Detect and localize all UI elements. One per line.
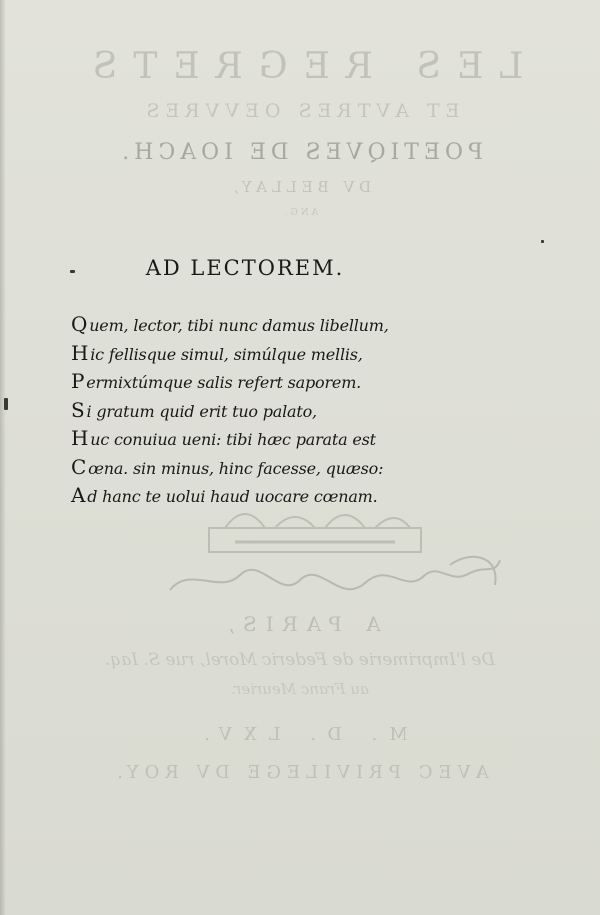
poem-line (71, 481, 491, 510)
show-through-year: M. D. LXV. (192, 724, 408, 745)
initial-capital: S (71, 397, 85, 422)
poem-line (71, 339, 491, 368)
show-through-title: LES REGRETS (76, 46, 524, 87)
show-through-printer: De l'Imprimerie de Federic Morel, rue S. Iaq. (105, 650, 495, 670)
line-text: uc conuiua ueni: tibi hæc parata est (90, 430, 376, 449)
line-text: œna. sin minus, hinc facesse, quæso: (88, 458, 384, 478)
show-through-privilege: AVEC PRIVILEGE DV ROY. (111, 762, 489, 783)
poem-line (71, 310, 491, 339)
margin-mark (4, 398, 8, 410)
poem-line (71, 367, 491, 396)
line-text: ermixtúmque salis refert saporem. (86, 373, 362, 392)
poem-line (71, 453, 491, 482)
line-text: uem, lector, tibi nunc damus libellum, (89, 316, 389, 335)
initial-capital: A (71, 483, 86, 507)
show-through-author-line: POETIQVES DE IOACH. (117, 140, 483, 165)
initial-capital: P (71, 369, 85, 393)
line-text: ic fellisque simul, simúlque mellis, (90, 344, 363, 364)
show-through-origin: ANG. (281, 208, 319, 218)
show-through-address: au Franc Meurier. (231, 680, 369, 698)
initial-capital: H (71, 426, 89, 450)
handwritten-signature (150, 545, 510, 615)
show-through-city: A PARIS, (219, 612, 381, 636)
show-through-author-name: DV BELLAY, (228, 178, 372, 196)
poem (71, 310, 491, 510)
poem-heading: AD LECTOREM. (145, 256, 345, 280)
initial-capital: C (71, 454, 87, 479)
poem-line (71, 424, 491, 453)
line-text: i gratum quid erit tuo palato, (86, 401, 317, 421)
poem-line (71, 396, 491, 425)
line-text: d hanc te uolui haud uocare cœnam. (87, 487, 378, 506)
show-through-subtitle: ET AVTRES OEVVRES (140, 100, 460, 122)
initial-capital: Q (71, 312, 88, 336)
ink-speck (541, 240, 544, 243)
initial-capital: H (71, 340, 89, 365)
